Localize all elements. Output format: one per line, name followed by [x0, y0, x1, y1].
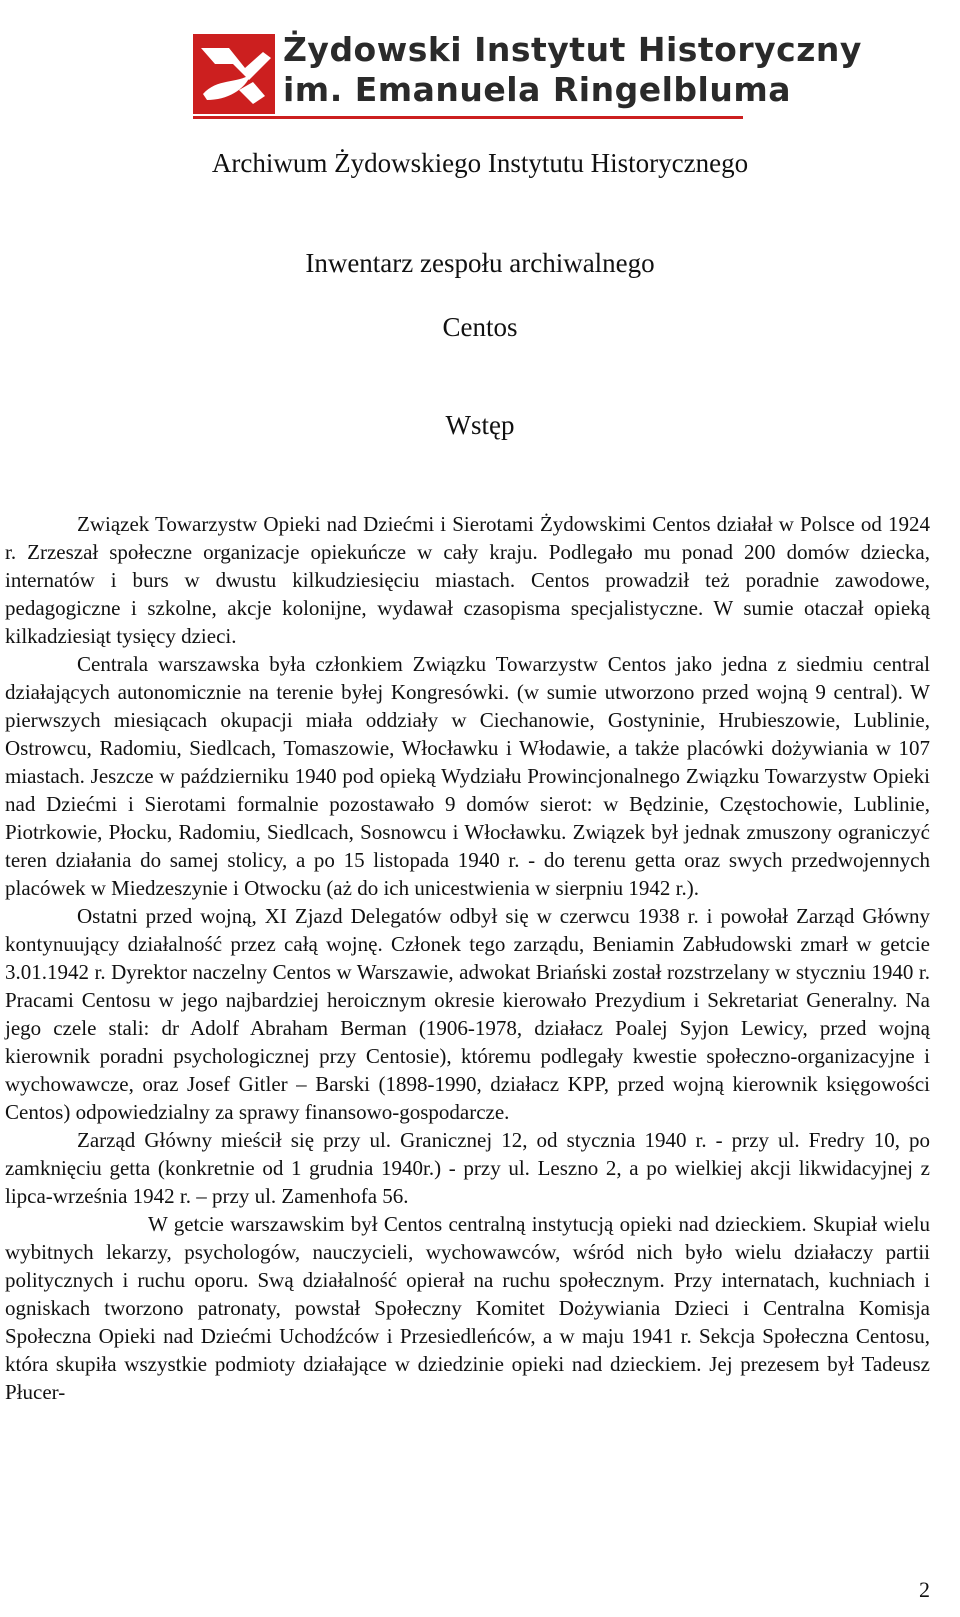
page-number: 2: [919, 1577, 930, 1602]
archive-heading: Archiwum Żydowskiego Instytutu Historycznego: [211, 148, 749, 178]
paragraph-1: Związek Towarzystw Opieki nad Dziećmi i Sierotami Żydowskimi Centos działał w Polsce od 1924 r. Zrzeszał społeczne organizacje opiekuńcze w cały kraju. Podlegało mu ponad 200 domów dziecka, internatów i burs w dwustu kilkudziesięciu miastach. Centos prowadził też poradnie zawodowe, pedagogiczne i szkolne, akcje kolonijne, wydawał czasopisma specjalistyczne. W sumie otaczał opieką kilkadziesiąt tysięcy dzieci.: [5, 512, 930, 648]
logo-line-1: Żydowski Instytut Historyczny: [283, 30, 862, 69]
logo-emblem-icon: [193, 34, 275, 114]
introduction-text: [5, 510, 930, 1406]
paragraph-3: Ostatni przed wojną, XI Zjazd Delegatów odbył się w czerwcu 1938 r. i powołał Zarząd Główny kontynuujący działalność przez całą wojnę. Członek tego zarządu, Beniamin Zabłudowski zmarł w getcie 3.01.1942 r. Dyrektor naczelny Centos w Warszawie, adwokat Briański został rozstrzelany w styczniu 1940 r. Pracami Centosu w jego najbardziej heroicznym okresie kierowało Prezydium i Sekretariat Generalny. Na jego czele stali: dr Adolf Abraham Berman (1906-1978, działacz Poalej Syjon Lewicy, przed wojną kierownik poradni psychologicznej przy Centosie), któremu podlegały kwestie społeczno-organizacyjne i wychowawcze, oraz Josef Gitler – Barski (1898-1990, działacz KPP, przed wojną kierownik księgowości Centos) odpowiedzialny za sprawy finansowo-gospodarcze.: [5, 904, 930, 1124]
intro-heading: Wstęp: [445, 410, 515, 440]
institute-logo: [193, 30, 862, 118]
logo-underline: [193, 116, 743, 119]
fond-heading: Centos: [442, 312, 518, 342]
paragraph-4: Zarząd Główny mieścił się przy ul. Granicznej 12, od stycznia 1940 r. - przy ul. Fredry 10, po zamknięciu getta (konkretnie od 1 grudnia 1940r.) - przy ul. Leszno 2, a po wielkiej akcji likwidacyjnej z lipca-września 1942 r. – przy ul. Zamenhofa 56.: [5, 1128, 930, 1208]
inventory-heading: Inwentarz zespołu archiwalnego: [305, 248, 655, 278]
logo-line-2: im. Emanuela Ringelbluma: [283, 70, 791, 109]
paragraph-5: W getcie warszawskim był Centos centralną instytucją opieki nad dzieckiem. Skupiał wielu wybitnych lekarzy, psychologów, nauczycieli, wychowawców, wśród nich było wielu działaczy partii politycznych i ruchu oporu. Swą działalność opierał na ruchu społecznym. Przy internatach, kuchniach i ogniskach tworzono patronaty, powstał Społeczny Komitet Dożywiania Dzieci i Centralna Komisja Społeczna Opieki nad Dziećmi Uchodźców i Przesiedleńców, a w maju 1941 r. Sekcja Społeczna Centosu, która skupiła wszystkie podmioty działające w dziedzinie opieki nad dzieckiem. Jej prezesem był Tadeusz Płucer-: [5, 1212, 930, 1404]
paragraph-2: Centrala warszawska była członkiem Związku Towarzystw Centos jako jedna z siedmiu central działających autonomicznie na terenie byłej Kongresówki. (w sumie utworzono przed wojną 9 central). W pierwszych miesiącach okupacji miała oddziały w Ciechanowie, Gostyninie, Hrubieszowie, Lublinie, Ostrowcu, Radomiu, Siedlcach, Tomaszowie, Włocławku i Włodawie, a także placówki dożywiania w 107 miastach. Jeszcze w październiku 1940 pod opieką Wydziału Prowincjonalnego Związku Towarzystw Opieki nad Dziećmi i Sierotami formalnie pozostawało 9 domów sierot: w Będzinie, Częstochowie, Lublinie, Piotrkowie, Płocku, Radomiu, Siedlcach, Sosnowcu i Włocławku. Związek był jednak zmuszony ograniczyć teren działania do samej stolicy, a po 15 listopada 1940 r. - do terenu getta oraz swych przedwojennych placówek w Miedzeszynie i Otwocku (aż do ich unicestwienia w sierpniu 1942 r.).: [5, 652, 930, 900]
